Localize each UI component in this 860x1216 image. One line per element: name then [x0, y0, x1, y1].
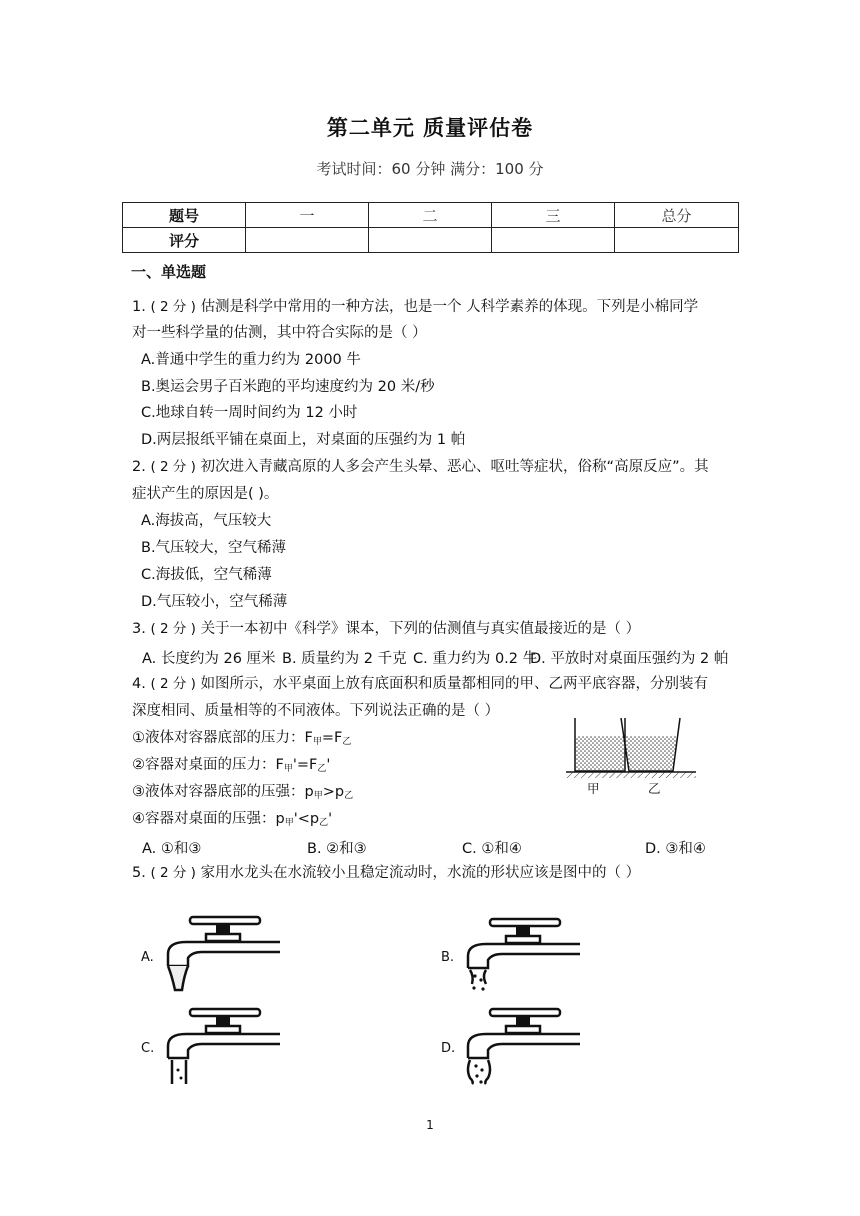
q3-option-a: A. 长度约为 26 厘米 [142, 651, 276, 667]
faucet-c-image [162, 1004, 282, 1090]
container-jia [575, 718, 625, 771]
question-stem: 家用水龙头在水流较小且稳定流动时，水流的形状应该是图中的（ ） [200, 865, 641, 881]
q2-option-b: B.气压较大，空气稀薄 [141, 540, 287, 556]
question-2-line-2: 症状产生的原因是( )。 [132, 486, 279, 502]
subscript: 甲 [313, 791, 323, 801]
q5-option-d-label: D. [441, 1041, 456, 1056]
q5-option-c-label: C. [141, 1041, 155, 1056]
statement-relation: >p [322, 784, 345, 800]
q3-option-d: D. 平放时对桌面压强约为 2 帕 [530, 651, 729, 667]
page-number: 1 [426, 1118, 434, 1132]
question-stem: 关于一本初中《科学》课本，下列的估测值与真实值最接近的是（ ） [200, 621, 641, 637]
q4-option-a: A. ①和③ [142, 841, 202, 857]
q4-option-c: C. ①和④ [462, 841, 522, 857]
question-stem: 如图所示，水平桌面上放有底面积和质量都相同的甲、乙两平底容器，分别装有 [200, 676, 709, 692]
q3-option-b: B. 质量约为 2 千克 [282, 651, 407, 667]
question-4-line-2: 深度相同、质量相等的不同液体。下列说法正确的是（ ） [132, 703, 500, 719]
subscript: 乙 [342, 737, 352, 747]
statement-text: ①液体对容器底部的压力：F [132, 730, 313, 746]
q4-option-d: D. ③和④ [645, 841, 706, 857]
question-number: 3. [132, 621, 146, 637]
q5-option-a-label: A. [141, 950, 154, 965]
subscript: 乙 [319, 818, 329, 828]
question-points: ( 2 分 ) [150, 676, 196, 692]
q1-option-a: A.普通中学生的重力约为 2000 牛 [141, 352, 361, 368]
question-stem: 估测是科学中常用的一种方法，也是一个 人科学素养的体现。下列是小棉同学 [200, 299, 699, 315]
question-number: 1. [132, 299, 146, 315]
q4-statement-3 [132, 783, 353, 805]
score-row-label: 评分 [123, 228, 246, 253]
score-header-cell: 总分 [615, 203, 739, 228]
statement-relation: =F [321, 730, 343, 746]
score-cell [615, 228, 739, 253]
question-5-line-1 [132, 864, 640, 882]
statement-tail: ' [328, 811, 333, 827]
containers-figure [562, 712, 702, 796]
score-cell [492, 228, 615, 253]
statement-text: ④容器对桌面的压强：p [132, 811, 285, 827]
question-points: ( 2 分 ) [150, 299, 196, 315]
section-title: 一、单选题 [131, 263, 207, 281]
faucet-a-image [162, 912, 282, 998]
q1-option-c: C.地球自转一周时间约为 12 小时 [141, 405, 358, 421]
page-title: 第二单元 质量评估卷 [326, 116, 534, 140]
question-2-line-1 [132, 458, 709, 476]
q4-option-b: B. ②和③ [307, 841, 367, 857]
q1-option-b: B.奥运会男子百米跑的平均速度约为 20 米/秒 [141, 379, 435, 395]
subscript: 乙 [317, 764, 327, 774]
question-1-line-1 [132, 298, 698, 316]
q4-statement-4 [132, 810, 332, 832]
faucet-d-image [462, 1004, 582, 1090]
statement-text: ③液体对容器底部的压强：p [132, 784, 314, 800]
q2-option-c: C.海拔低，空气稀薄 [141, 567, 272, 583]
subscript: 甲 [284, 818, 294, 828]
question-3-line-1 [132, 620, 640, 638]
question-number: 4. [132, 676, 146, 692]
q4-options-row [0, 837, 860, 857]
question-points: ( 2 分 ) [150, 459, 196, 475]
subscript: 乙 [344, 791, 354, 801]
q5-option-b-label: B. [441, 950, 455, 965]
score-table [122, 202, 739, 253]
subscript: 甲 [312, 737, 322, 747]
q4-statement-1 [132, 729, 351, 751]
figure-label-yi: 乙 [648, 781, 661, 796]
score-table-header-row [123, 203, 739, 228]
table-hatching [566, 772, 696, 778]
question-points: ( 2 分 ) [150, 865, 196, 881]
q3-options-row [0, 647, 860, 667]
question-number: 5. [132, 865, 146, 881]
container-yi [621, 718, 680, 771]
score-header-cell: 二 [369, 203, 492, 228]
statement-tail: ' [326, 757, 331, 773]
score-cell [246, 228, 369, 253]
question-stem: 初次进入青藏高原的人多会产生头晕、恶心、呕吐等症状，俗称“高原反应”。其 [200, 459, 709, 475]
question-number: 2. [132, 459, 146, 475]
q1-option-d: D.两层报纸平铺在桌面上，对桌面的压强约为 1 帕 [141, 432, 466, 448]
statement-text: ②容器对桌面的压力：F [132, 757, 284, 773]
question-points: ( 2 分 ) [150, 621, 196, 637]
figure-label-jia: 甲 [587, 781, 600, 796]
statement-relation: '=F [292, 757, 318, 773]
q4-statement-2 [132, 756, 330, 778]
statement-relation: '<p [293, 811, 320, 827]
q3-option-c: C. 重力约为 0.2 牛 [413, 651, 538, 667]
score-table-score-row [123, 228, 739, 253]
score-cell [369, 228, 492, 253]
subscript: 甲 [283, 764, 293, 774]
score-header-cell: 一 [246, 203, 369, 228]
score-header-cell: 题号 [123, 203, 246, 228]
question-4-line-1 [132, 675, 708, 693]
q2-option-d: D.气压较小，空气稀薄 [141, 594, 288, 610]
faucet-b-image [462, 914, 582, 1000]
exam-info: 考试时间：60 分钟 满分：100 分 [316, 160, 544, 178]
question-1-line-2: 对一些科学量的估测，其中符合实际的是（ ） [132, 325, 427, 341]
score-header-cell: 三 [492, 203, 615, 228]
q2-option-a: A.海拔高，气压较大 [141, 513, 272, 529]
